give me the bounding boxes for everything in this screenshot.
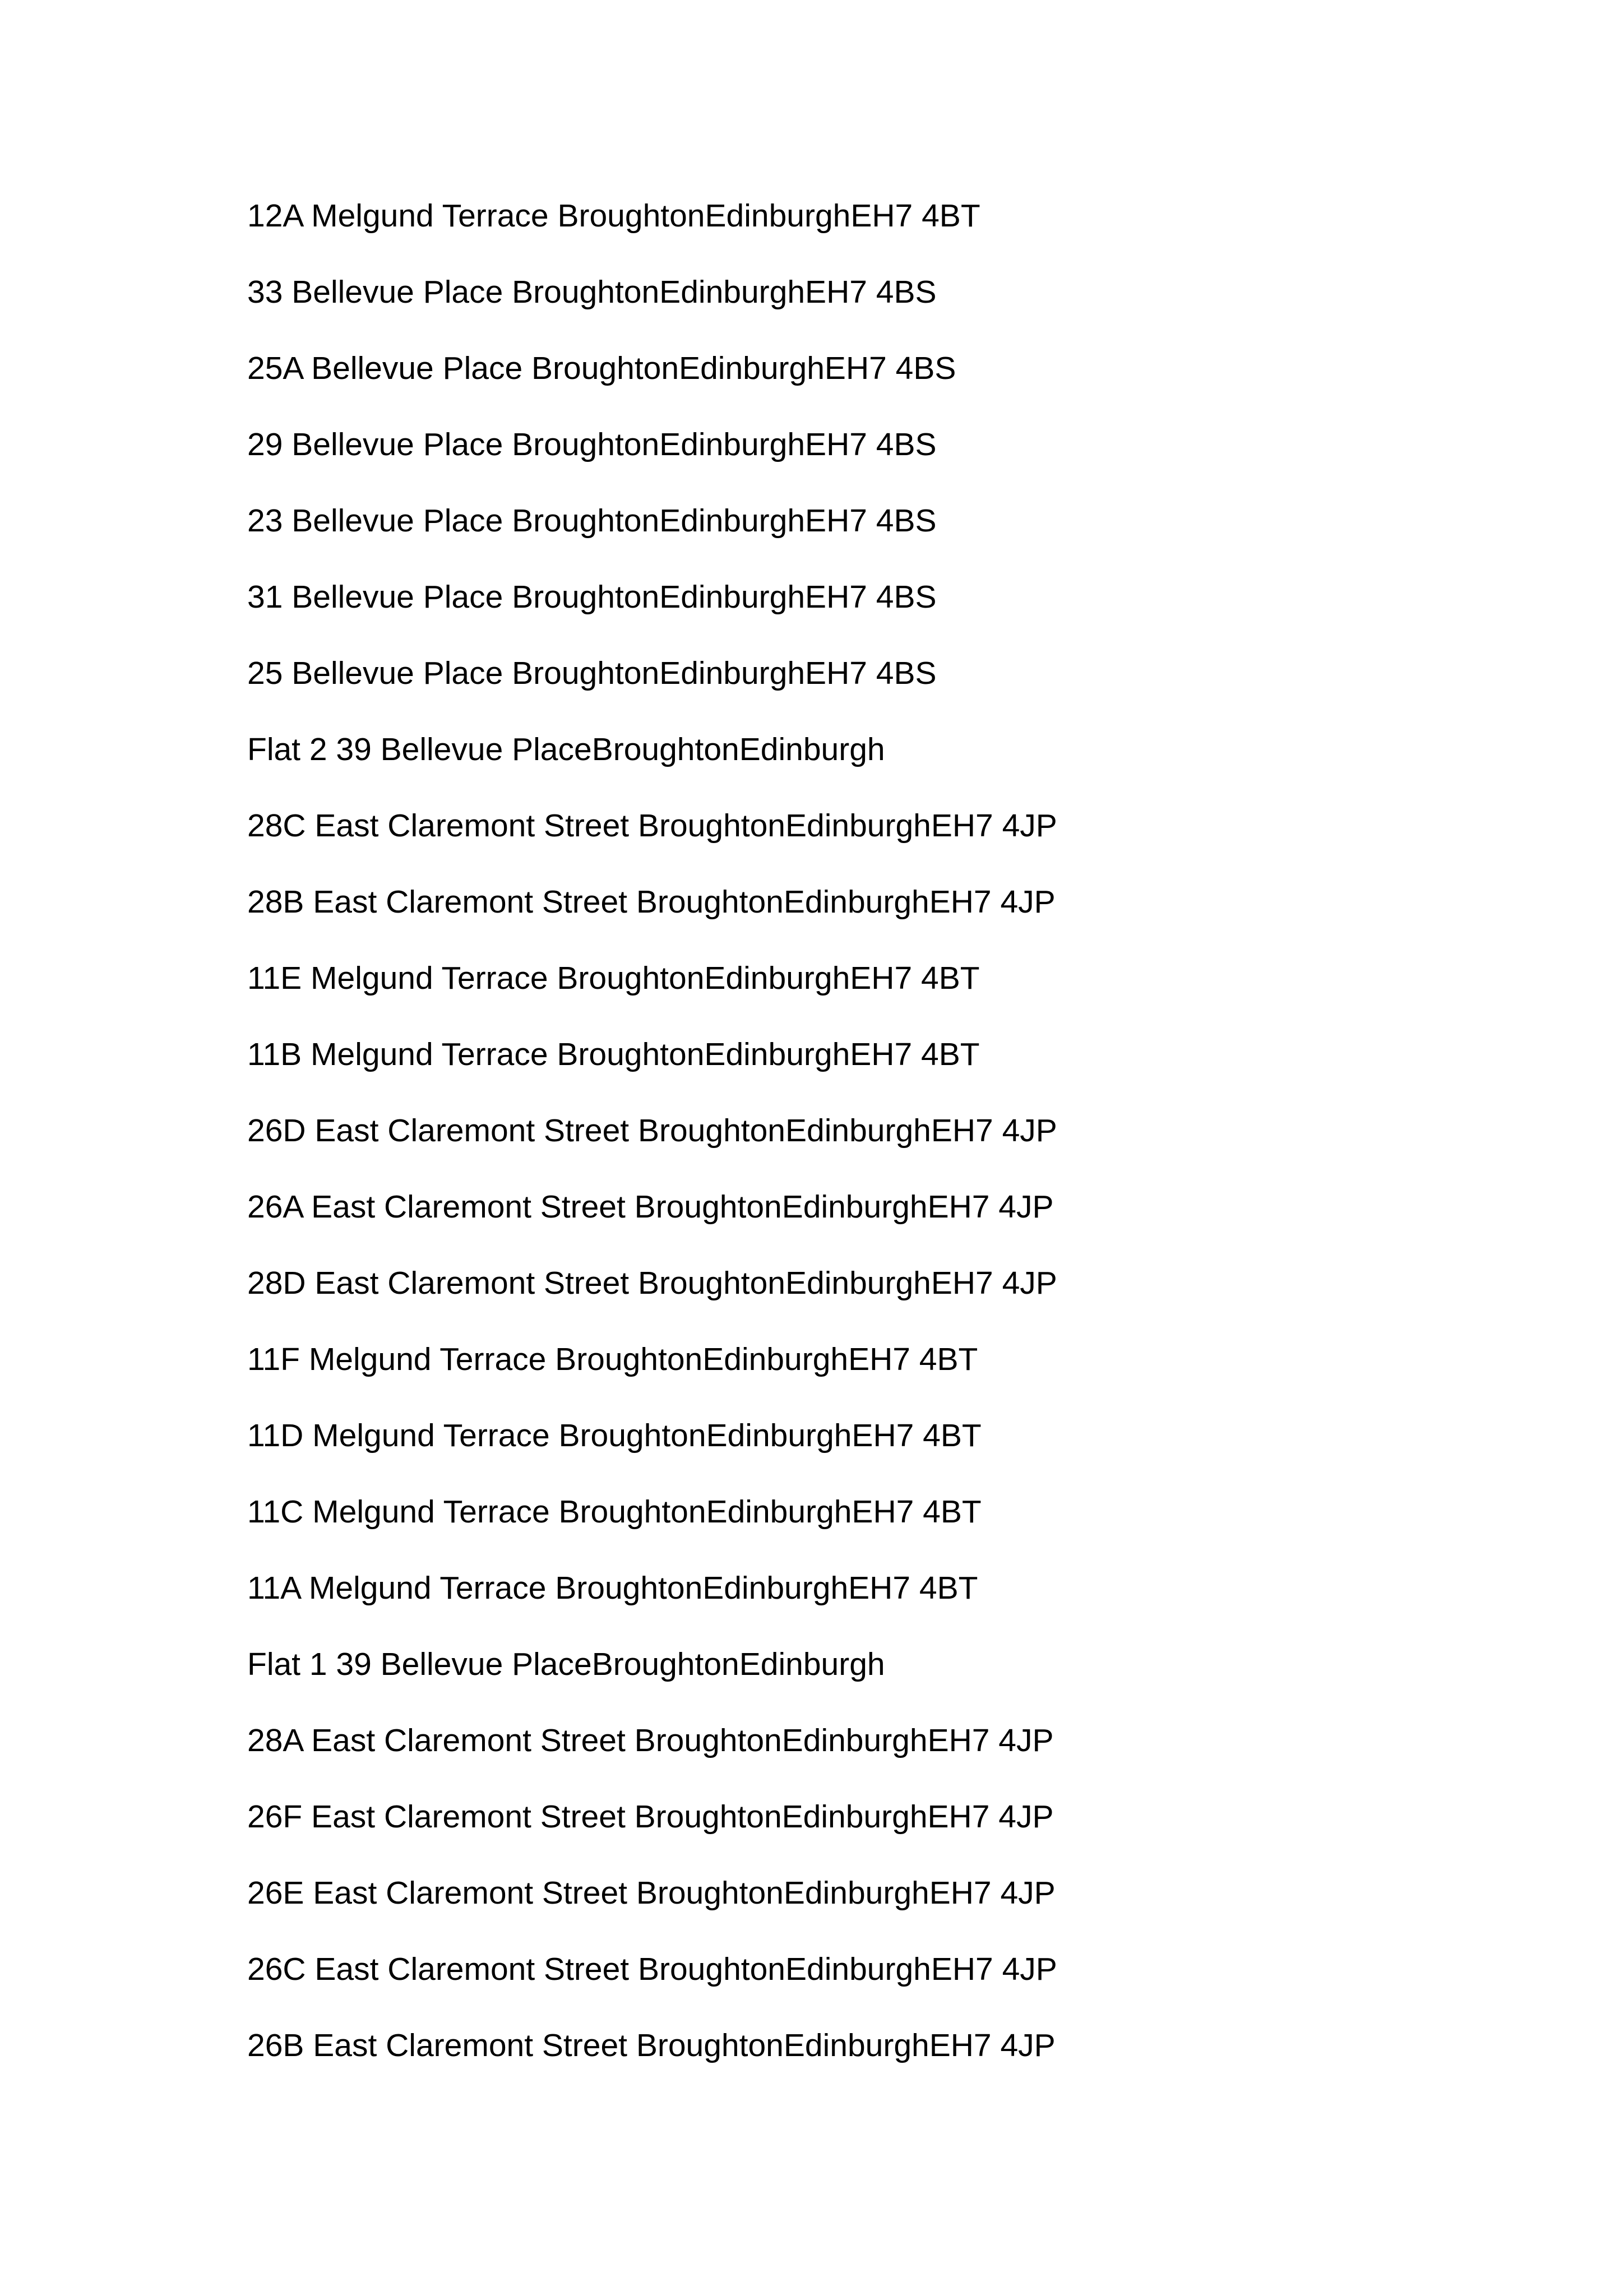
address-line: 26A East Claremont Street BroughtonEdinburghEH7 4JP xyxy=(247,1189,1054,1225)
address-line: 26B East Claremont Street BroughtonEdinburghEH7 4JP xyxy=(247,2027,1056,2063)
address-line: 11C Melgund Terrace BroughtonEdinburghEH7 4BT xyxy=(247,1494,982,1530)
address-line: 12A Melgund Terrace BroughtonEdinburghEH7 4BT xyxy=(247,198,980,234)
address-line: 11F Melgund Terrace BroughtonEdinburghEH7 4BT xyxy=(247,1341,978,1377)
address-line: 26E East Claremont Street BroughtonEdinburghEH7 4JP xyxy=(247,1875,1056,1911)
address-line: 11B Melgund Terrace BroughtonEdinburghEH7 4BT xyxy=(247,1036,980,1072)
address-line: 26C East Claremont Street BroughtonEdinburghEH7 4JP xyxy=(247,1951,1057,1987)
address-line: Flat 2 39 Bellevue PlaceBroughtonEdinburgh xyxy=(247,732,885,767)
address-line: 26F East Claremont Street BroughtonEdinburghEH7 4JP xyxy=(247,1799,1054,1835)
address-line: Flat 1 39 Bellevue PlaceBroughtonEdinburgh xyxy=(247,1646,885,1682)
address-line: 11D Melgund Terrace BroughtonEdinburghEH7 4BT xyxy=(247,1418,982,1453)
address-line: 33 Bellevue Place BroughtonEdinburghEH7 4BS xyxy=(247,274,937,310)
address-list xyxy=(247,196,1057,2102)
address-line: 31 Bellevue Place BroughtonEdinburghEH7 4BS xyxy=(247,579,937,615)
address-line: 28C East Claremont Street BroughtonEdinburghEH7 4JP xyxy=(247,808,1057,844)
address-line: 11A Melgund Terrace BroughtonEdinburghEH7 4BT xyxy=(247,1570,978,1606)
address-line: 25A Bellevue Place BroughtonEdinburghEH7 4BS xyxy=(247,350,956,386)
address-line: 28D East Claremont Street BroughtonEdinburghEH7 4JP xyxy=(247,1265,1057,1301)
address-line: 26D East Claremont Street BroughtonEdinburghEH7 4JP xyxy=(247,1113,1057,1149)
address-line: 25 Bellevue Place BroughtonEdinburghEH7 4BS xyxy=(247,655,937,691)
address-line: 29 Bellevue Place BroughtonEdinburghEH7 4BS xyxy=(247,427,937,462)
address-line: 28A East Claremont Street BroughtonEdinburghEH7 4JP xyxy=(247,1723,1054,1758)
address-line: 11E Melgund Terrace BroughtonEdinburghEH7 4BT xyxy=(247,960,980,996)
address-line: 23 Bellevue Place BroughtonEdinburghEH7 4BS xyxy=(247,503,937,539)
address-line: 28B East Claremont Street BroughtonEdinburghEH7 4JP xyxy=(247,884,1056,920)
